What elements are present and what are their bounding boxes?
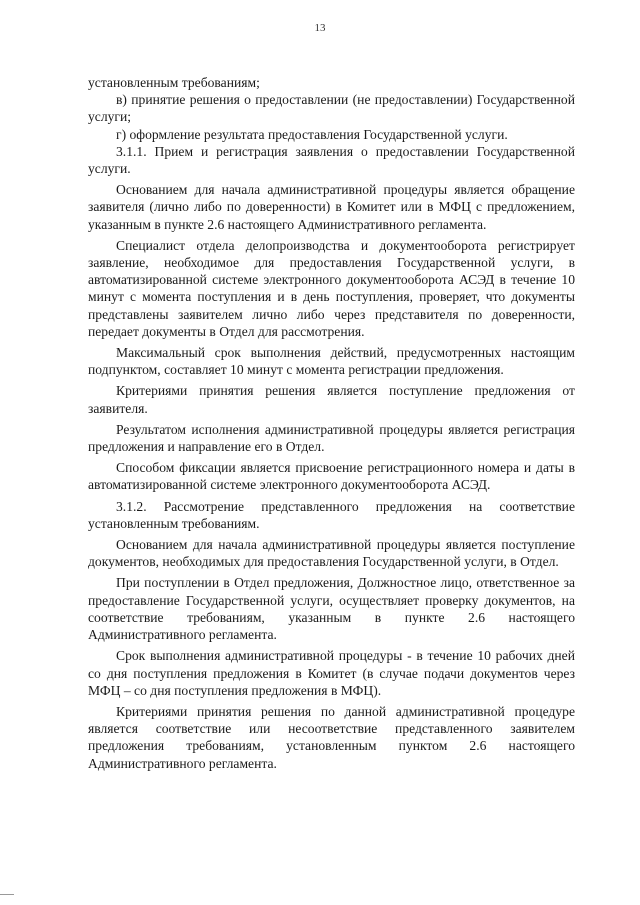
paragraph: Результатом исполнения административной процедуры является регистрация предложения и направление его в Отдел. bbox=[88, 421, 575, 455]
paragraph: При поступлении в Отдел предложения, Должностное лицо, ответственное за предоставление Государственной услуги, осуществляет проверку документов, на соответствие требованиям, указанным в пункте 2.6 настоящего Административного регламента. bbox=[88, 575, 575, 643]
document-body bbox=[88, 74, 575, 772]
paragraph: Специалист отдела делопроизводства и документооборота регистрирует заявление, необходимое для предоставления Государственной услуги, в автоматизированной системе электронного документооборота АСЭД в течение 10 минут с момента поступления и в день поступления, проверяет, что документы представлены заявителем лично либо через представителя по доверенности, передает документы в Отдел для рассмотрения. bbox=[88, 237, 575, 339]
paragraph: Основанием для начала административной процедуры является поступление документов, необходимых для предоставления Государственной услуги, в Отдел. bbox=[88, 537, 575, 570]
paragraph: установленным требованиям; bbox=[88, 75, 260, 90]
scan-edge-mark bbox=[0, 894, 14, 895]
paragraph: Срок выполнения административной процедуры - в течение 10 рабочих дней со дня поступления предложения в Комитет (в случае подачи документов через МФЦ – со дня поступления предложения в МФЦ). bbox=[88, 648, 575, 698]
paragraph: 3.1.2. Рассмотрение представленного предложения на соответствие установленным требованиям. bbox=[88, 498, 575, 531]
paragraph: 3.1.1. Прием и регистрация заявления о предоставлении Государственной услуги. bbox=[88, 143, 575, 177]
paragraph: в) принятие решения о предоставлении (не предоставлении) Государственной услуги; bbox=[88, 92, 575, 125]
page-number: 13 bbox=[314, 22, 326, 34]
paragraph: Способом фиксации является присвоение регистрационного номера и даты в автоматизированной системе электронного документооборота АСЭД. bbox=[88, 460, 575, 493]
paragraph: Основанием для начала административной процедуры является обращение заявителя (лично либо по доверенности) в Комитет или в МФЦ с предложением, указанным в пункте 2.6 настоящего Административного регламента. bbox=[88, 182, 575, 232]
paragraph: Максимальный срок выполнения действий, предусмотренных настоящим подпунктом, составляет 10 минут с момента регистрации предложения. bbox=[88, 345, 575, 378]
paragraph: Критериями принятия решения по данной административной процедуре является соответствие или несоответствие представленного заявителем предложения требованиям, установленным пунктом 2.6 настоящего Административного регламента. bbox=[88, 703, 575, 771]
paragraph: г) оформление результата предоставления Государственной услуги. bbox=[116, 126, 508, 142]
paragraph: Критериями принятия решения является поступление предложения от заявителя. bbox=[88, 383, 575, 416]
